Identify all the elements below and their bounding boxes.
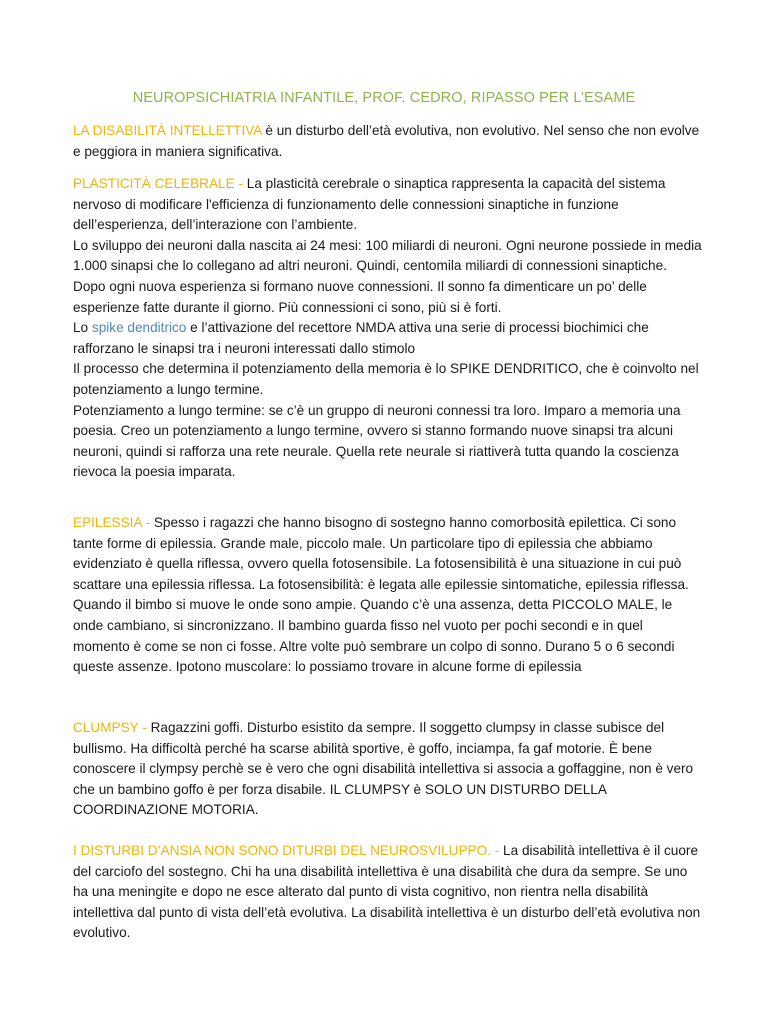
paragraph: [73, 121, 703, 162]
document-title: NEUROPSICHIATRIA INFANTILE, PROF. CEDRO, RIPASSO PER L’ESAME: [132, 90, 636, 106]
paragraph: [73, 174, 703, 236]
paragraph: Il processo che determina il potenziamento della memoria è lo SPIKE DENDRITICO, che è coinvolto nel potenziamento a lungo termine.: [73, 361, 699, 397]
section-heading: LA DISABILITÀ INTELLETTIVA: [73, 123, 262, 138]
section-text: Spesso i ragazzi che hanno bisogno di sostegno hanno comorbosità epilettica. Ci sono tante forme di epilessia. Grande male, piccolo male. Un particolare tipo di epilessia che abbiamo evidenziato è quella riflessa, ovvero quella fotosensibile. La fotosensibilità è una situazione in cui può scattare una epilessia riflessa. La fotosensibilità: è legata alle epilessie sintomatiche, epilessia riflessa.: [73, 515, 689, 592]
section-text: è un disturbo dell’età evolutiva, non evolutivo. Nel senso che non evolve e peggiora in maniera significativa.: [73, 123, 700, 159]
section-plasticita-cerebrale: [73, 174, 703, 483]
paragraph: Lo sviluppo dei neuroni dalla nascita ai 24 mesi: 100 miliardi di neuroni. Ogni neurone possiede in media 1.000 sinapsi che lo collegano ad altri neuroni. Quindi, centomila miliardi di connessioni sinaptiche. Dopo ogni nuova esperienza si formano nuove connessioni. Il sonno fa dimenticare un po’ delle esperienze fatte durante il giorno. Più connessioni ci sono, più si è forti.: [73, 237, 702, 315]
paragraph: Quando il bimbo si muove le onde sono ampie. Quando c’è una assenza, detta PICCOLO MALE, le onde cambiano, si sincronizzano. Il bambino guarda fisso nel vuoto per pochi secondi e in quel momento è come se non ci fosse. Altre volte può sembrare un colpo di sonno. Durano 5 o 6 secondi queste assenze. Ipotono muscolare: lo possiamo trovare in alcune forme di epilessia: [73, 597, 675, 675]
paragraph: [73, 513, 703, 595]
section-heading: EPILESSIA -: [73, 515, 154, 530]
text-fragment: e l’attivazione del recettore NMDA attiva una serie di processi biochimici che rafforzano le sinapsi tra i neuroni interessati dallo stimolo: [73, 320, 649, 356]
section-clumpsy: [73, 718, 703, 821]
text-fragment: Lo: [73, 320, 92, 336]
spike-denditrico-link[interactable]: spike denditrico: [91, 320, 187, 336]
section-heading: PLASTICITÀ CELEBRALE -: [73, 176, 247, 191]
section-disabilita-intellettiva: [73, 121, 703, 162]
section-heading: CLUMPSY -: [73, 720, 151, 735]
paragraph: Potenziamento a lungo termine: se c’è un gruppo di neuroni connessi tra loro. Imparo a memoria una poesia. Creo un potenziamento a lungo termine, ovvero si stanno formando nuove sinapsi tra alcuni neuroni, quindi si rafforza una rete neurale. Quella rete neurale si riattiverà tutta quando la coscienza rievoca la poesia imparata.: [73, 402, 681, 480]
paragraph: [73, 318, 703, 359]
section-heading: I DISTURBI D’ANSIA NON SONO DITURBI DEL NEUROSVILUPPO. -: [73, 843, 504, 858]
section-text: La plasticità cerebrale o sinaptica rappresenta la capacità del sistema nervoso di modificare l'efficienza di funzionamento delle connessioni sinaptiche in funzione dell’esperienza, dell’interazione con l’ambiente.: [73, 176, 666, 233]
section-disturbi-ansia: [73, 841, 703, 944]
section-text: Ragazzini goffi. Disturbo esistito da sempre. Il soggetto clumpsy in classe subisce del bullismo. Ha difficoltà perché ha scarse abilità sportive, è goffo, inciampa, fa gaf motorie. È bene conoscere il clympsy perchè se è vero che ogni disabilità intellettiva si associa a goffaggine, non è vero che un bambino goffo è per forza disabile. IL CLUMPSY è SOLO UN DISTURBO DELLA COORDINAZIONE MOTORIA.: [73, 720, 694, 818]
section-epilessia: [73, 513, 703, 678]
section-text: La disabilità intellettiva è il cuore del carciofo del sostegno. Chi ha una disabilità intellettiva è una disabilità che dura da sempre. Se uno ha una meningite e dopo ne esce alterato dal punto di vista cognitivo, non rientra nella disabilità intellettiva dal punto di vista dell’età evolutiva. La disabilità intellettiva è un disturbo dell’età evolutiva non evolutivo.: [73, 843, 701, 941]
paragraph: [73, 841, 703, 944]
paragraph: [73, 718, 703, 821]
